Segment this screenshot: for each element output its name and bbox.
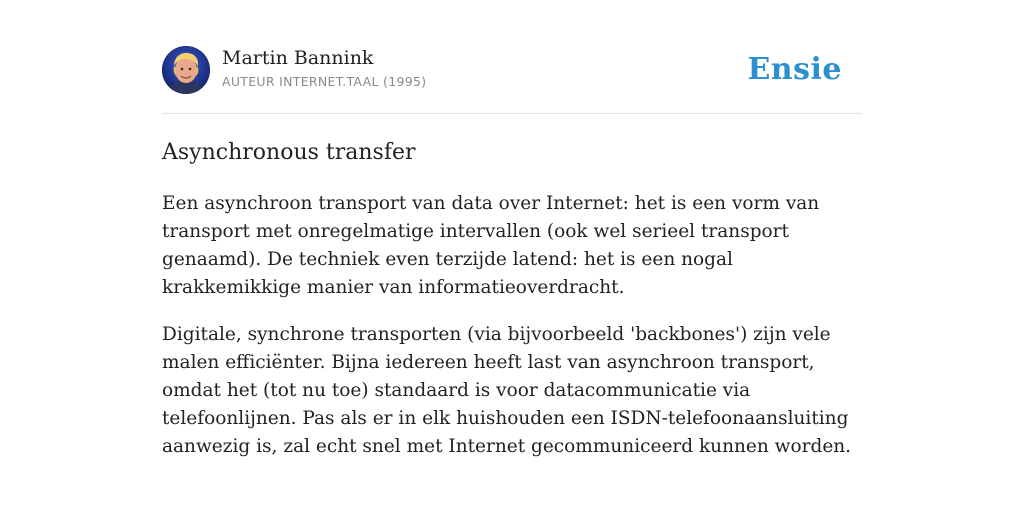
avatar-portrait-icon <box>162 46 210 94</box>
author-avatar[interactable] <box>162 46 210 94</box>
entry-title: Asynchronous transfer <box>162 140 416 165</box>
author-description: AUTEUR INTERNET.TAAL (1995) <box>222 74 427 89</box>
body-paragraph: Digitale, synchrone transporten (via bijvoorbeeld 'backbones') zijn vele malen efficiënter. Bijna iedereen heeft last van asynchroon transport, omdat het (tot nu toe) standaard is voor datacommunicatie via telefoonlijnen. Pas als er in elk huishouden een ISDN-telefoonaansluiting aanwezig is, zal echt snel met Internet gecommuniceerd kunnen worden. <box>162 324 852 457</box>
entry-body <box>162 190 867 480</box>
author-name[interactable]: Martin Bannink <box>222 47 374 69</box>
body-paragraph: Een asynchroon transport van data over Internet: het is een vorm van transport met onregelmatige intervallen (ook wel serieel transport genaamd). De techniek even terzijde latend: het is een nogal krakkemikkige manier van informatieoverdracht. <box>162 193 820 298</box>
author-header <box>162 46 862 96</box>
ensie-logo[interactable]: Ensie <box>747 52 842 87</box>
header-divider <box>162 113 862 114</box>
